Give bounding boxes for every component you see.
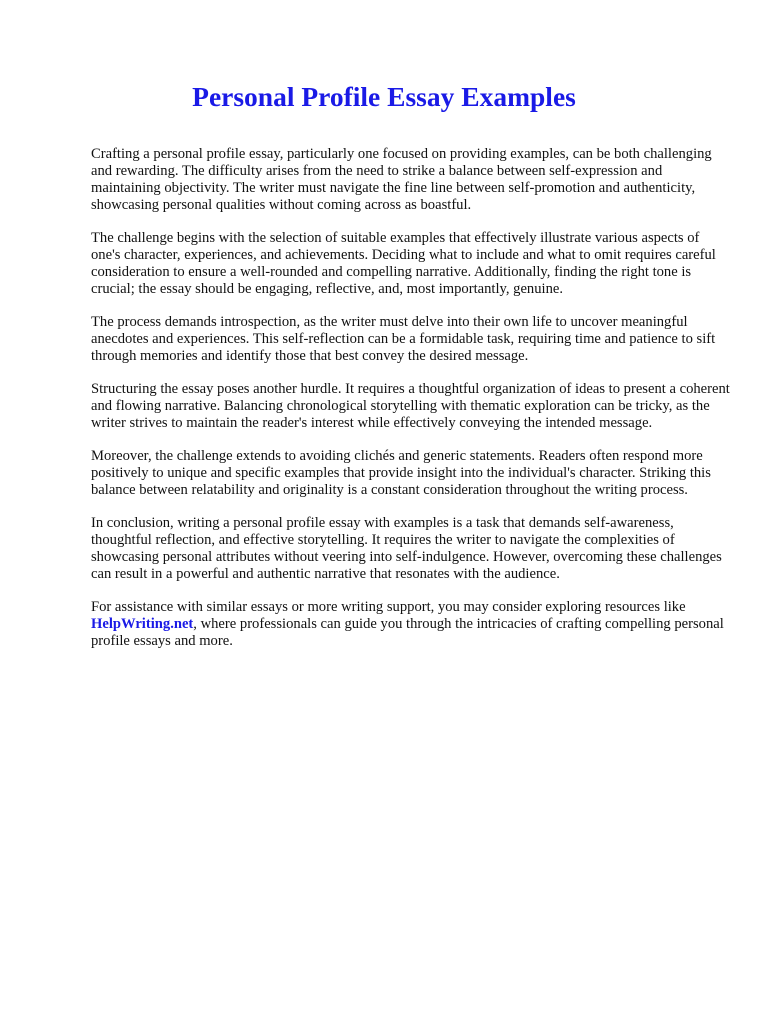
paragraph-5: Moreover, the challenge extends to avoiding clichés and generic statements. Readers often respond more positively to unique and specific examples that provide insight into the individual's character. Striking this balance between relatability and originality is a constant consideration throughout the writing process. bbox=[91, 448, 711, 498]
helpwriting-link[interactable]: HelpWriting.net bbox=[91, 616, 194, 632]
closing-text-after-link: , where professionals can guide you through the intricacies of crafting compelling personal profile essays and more. bbox=[91, 616, 724, 649]
closing-paragraph bbox=[91, 599, 731, 650]
closing-text-before-link: For assistance with similar essays or more writing support, you may consider exploring resources like bbox=[91, 599, 686, 615]
paragraph-6: In conclusion, writing a personal profile essay with examples is a task that demands self-awareness, thoughtful reflection, and effective storytelling. It requires the writer to navigate the complexities of showcasing personal attributes without veering into self-indulgence. However, overcoming these challenges can result in a powerful and authentic narrative that resonates with the audience. bbox=[91, 515, 722, 582]
document-body bbox=[91, 146, 731, 666]
paragraph-3: The process demands introspection, as the writer must delve into their own life to uncover meaningful anecdotes and experiences. This self-reflection can be a formidable task, requiring time and patience to sift through memories and identify those that best convey the desired message. bbox=[91, 314, 716, 364]
paragraph-2: The challenge begins with the selection of suitable examples that effectively illustrate various aspects of one's character, experiences, and achievements. Deciding what to include and what to omit requires careful consideration to ensure a well-rounded and compelling narrative. Additionally, finding the right tone is crucial; the essay should be engaging, reflective, and, most importantly, genuine. bbox=[91, 230, 716, 297]
page-title: Personal Profile Essay Examples bbox=[192, 81, 576, 112]
paragraph-4: Structuring the essay poses another hurdle. It requires a thoughtful organization of ideas to present a coherent and flowing narrative. Balancing chronological storytelling with thematic exploration can be tricky, as the writer strives to maintain the reader's interest while effectively conveying the intended message. bbox=[91, 381, 730, 431]
paragraph-1: Crafting a personal profile essay, particularly one focused on providing examples, can be both challenging and rewarding. The difficulty arises from the need to strike a balance between self-expression and maintaining objectivity. The writer must navigate the fine line between self-promotion and authenticity, showcasing personal qualities without coming across as boastful. bbox=[91, 146, 712, 213]
